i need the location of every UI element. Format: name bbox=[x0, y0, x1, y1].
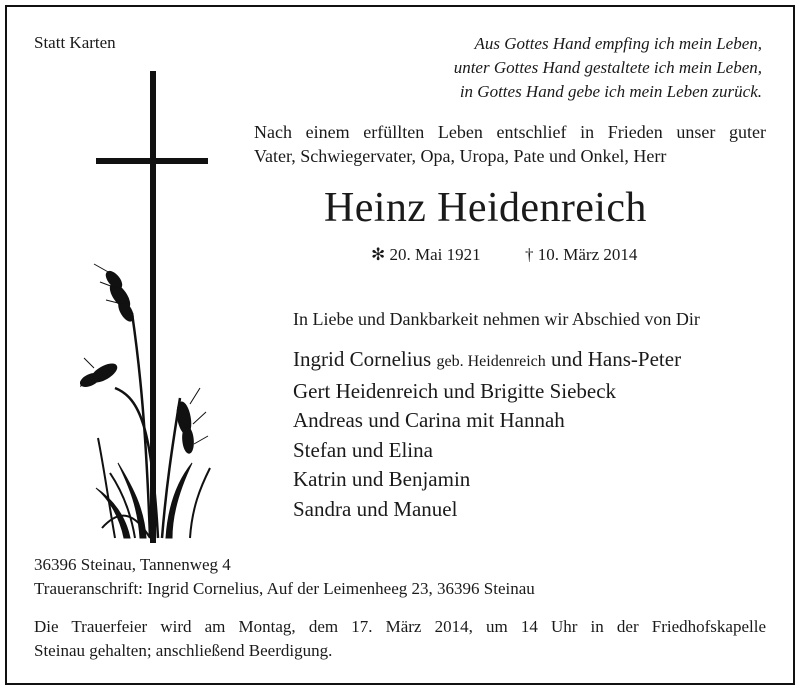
verse-line-3: in Gottes Hand gebe ich mein Leben zurück. bbox=[459, 82, 762, 101]
death-cross-icon: † bbox=[525, 245, 534, 264]
intro-line-2: Vater, Schwiegervater, Opa, Uropa, Pate und Onkel, Herr bbox=[254, 146, 667, 166]
verse-line-2: unter Gottes Hand gestaltete ich mein Leben, bbox=[453, 58, 762, 77]
intro-line-1: Nach einem erfüllten Leben entschlief in Frieden unser guter bbox=[254, 122, 766, 142]
funeral-service-info bbox=[34, 615, 766, 663]
birth-date bbox=[371, 245, 481, 265]
cross-horizontal-beam bbox=[96, 158, 208, 164]
mourner-entry bbox=[293, 345, 681, 377]
farewell-line: In Liebe und Dankbarkeit nehmen wir Abschied von Dir bbox=[293, 309, 700, 329]
mourner-entry: Stefan und Elina bbox=[293, 437, 433, 462]
service-line-1: Die Trauerfeier wird am Montag, dem 17. März 2014, um 14 Uhr in der Friedhofskapelle bbox=[34, 617, 766, 636]
mourner-entry: Sandra und Manuel bbox=[293, 496, 458, 521]
verse-line-1: Aus Gottes Hand empfing ich mein Leben, bbox=[474, 34, 762, 53]
birth-star-icon: ✻ bbox=[371, 245, 386, 264]
cross-wheat-icon bbox=[80, 68, 230, 548]
address-block bbox=[34, 553, 535, 601]
mourners-list bbox=[293, 345, 681, 524]
intro-text bbox=[254, 120, 766, 168]
birth-date-value: 20. Mai 1921 bbox=[389, 245, 481, 264]
death-date bbox=[525, 245, 637, 265]
maiden-name: geb. Heidenreich bbox=[436, 353, 546, 370]
death-date-value: 10. März 2014 bbox=[537, 245, 638, 264]
mourner-partner: und Hans-Peter bbox=[551, 347, 682, 371]
deceased-name: Heinz Heidenreich bbox=[324, 185, 647, 231]
mourner-name: Ingrid Cornelius bbox=[293, 347, 432, 371]
statt-karten-label: Statt Karten bbox=[34, 33, 116, 52]
mourner-entry: Andreas und Carina mit Hannah bbox=[293, 408, 565, 432]
mourning-address: Traueranschrift: Ingrid Cornelius, Auf der Leimenheeg 23, 36396 Steinau bbox=[34, 579, 535, 598]
mourner-entry: Katrin und Benjamin bbox=[293, 467, 471, 491]
home-address: 36396 Steinau, Tannenweg 4 bbox=[34, 555, 231, 574]
bible-verse bbox=[454, 32, 762, 104]
service-line-2: Steinau gehalten; anschließend Beerdigung. bbox=[34, 641, 333, 660]
mourner-entry: Gert Heidenreich und Brigitte Siebeck bbox=[293, 378, 617, 403]
